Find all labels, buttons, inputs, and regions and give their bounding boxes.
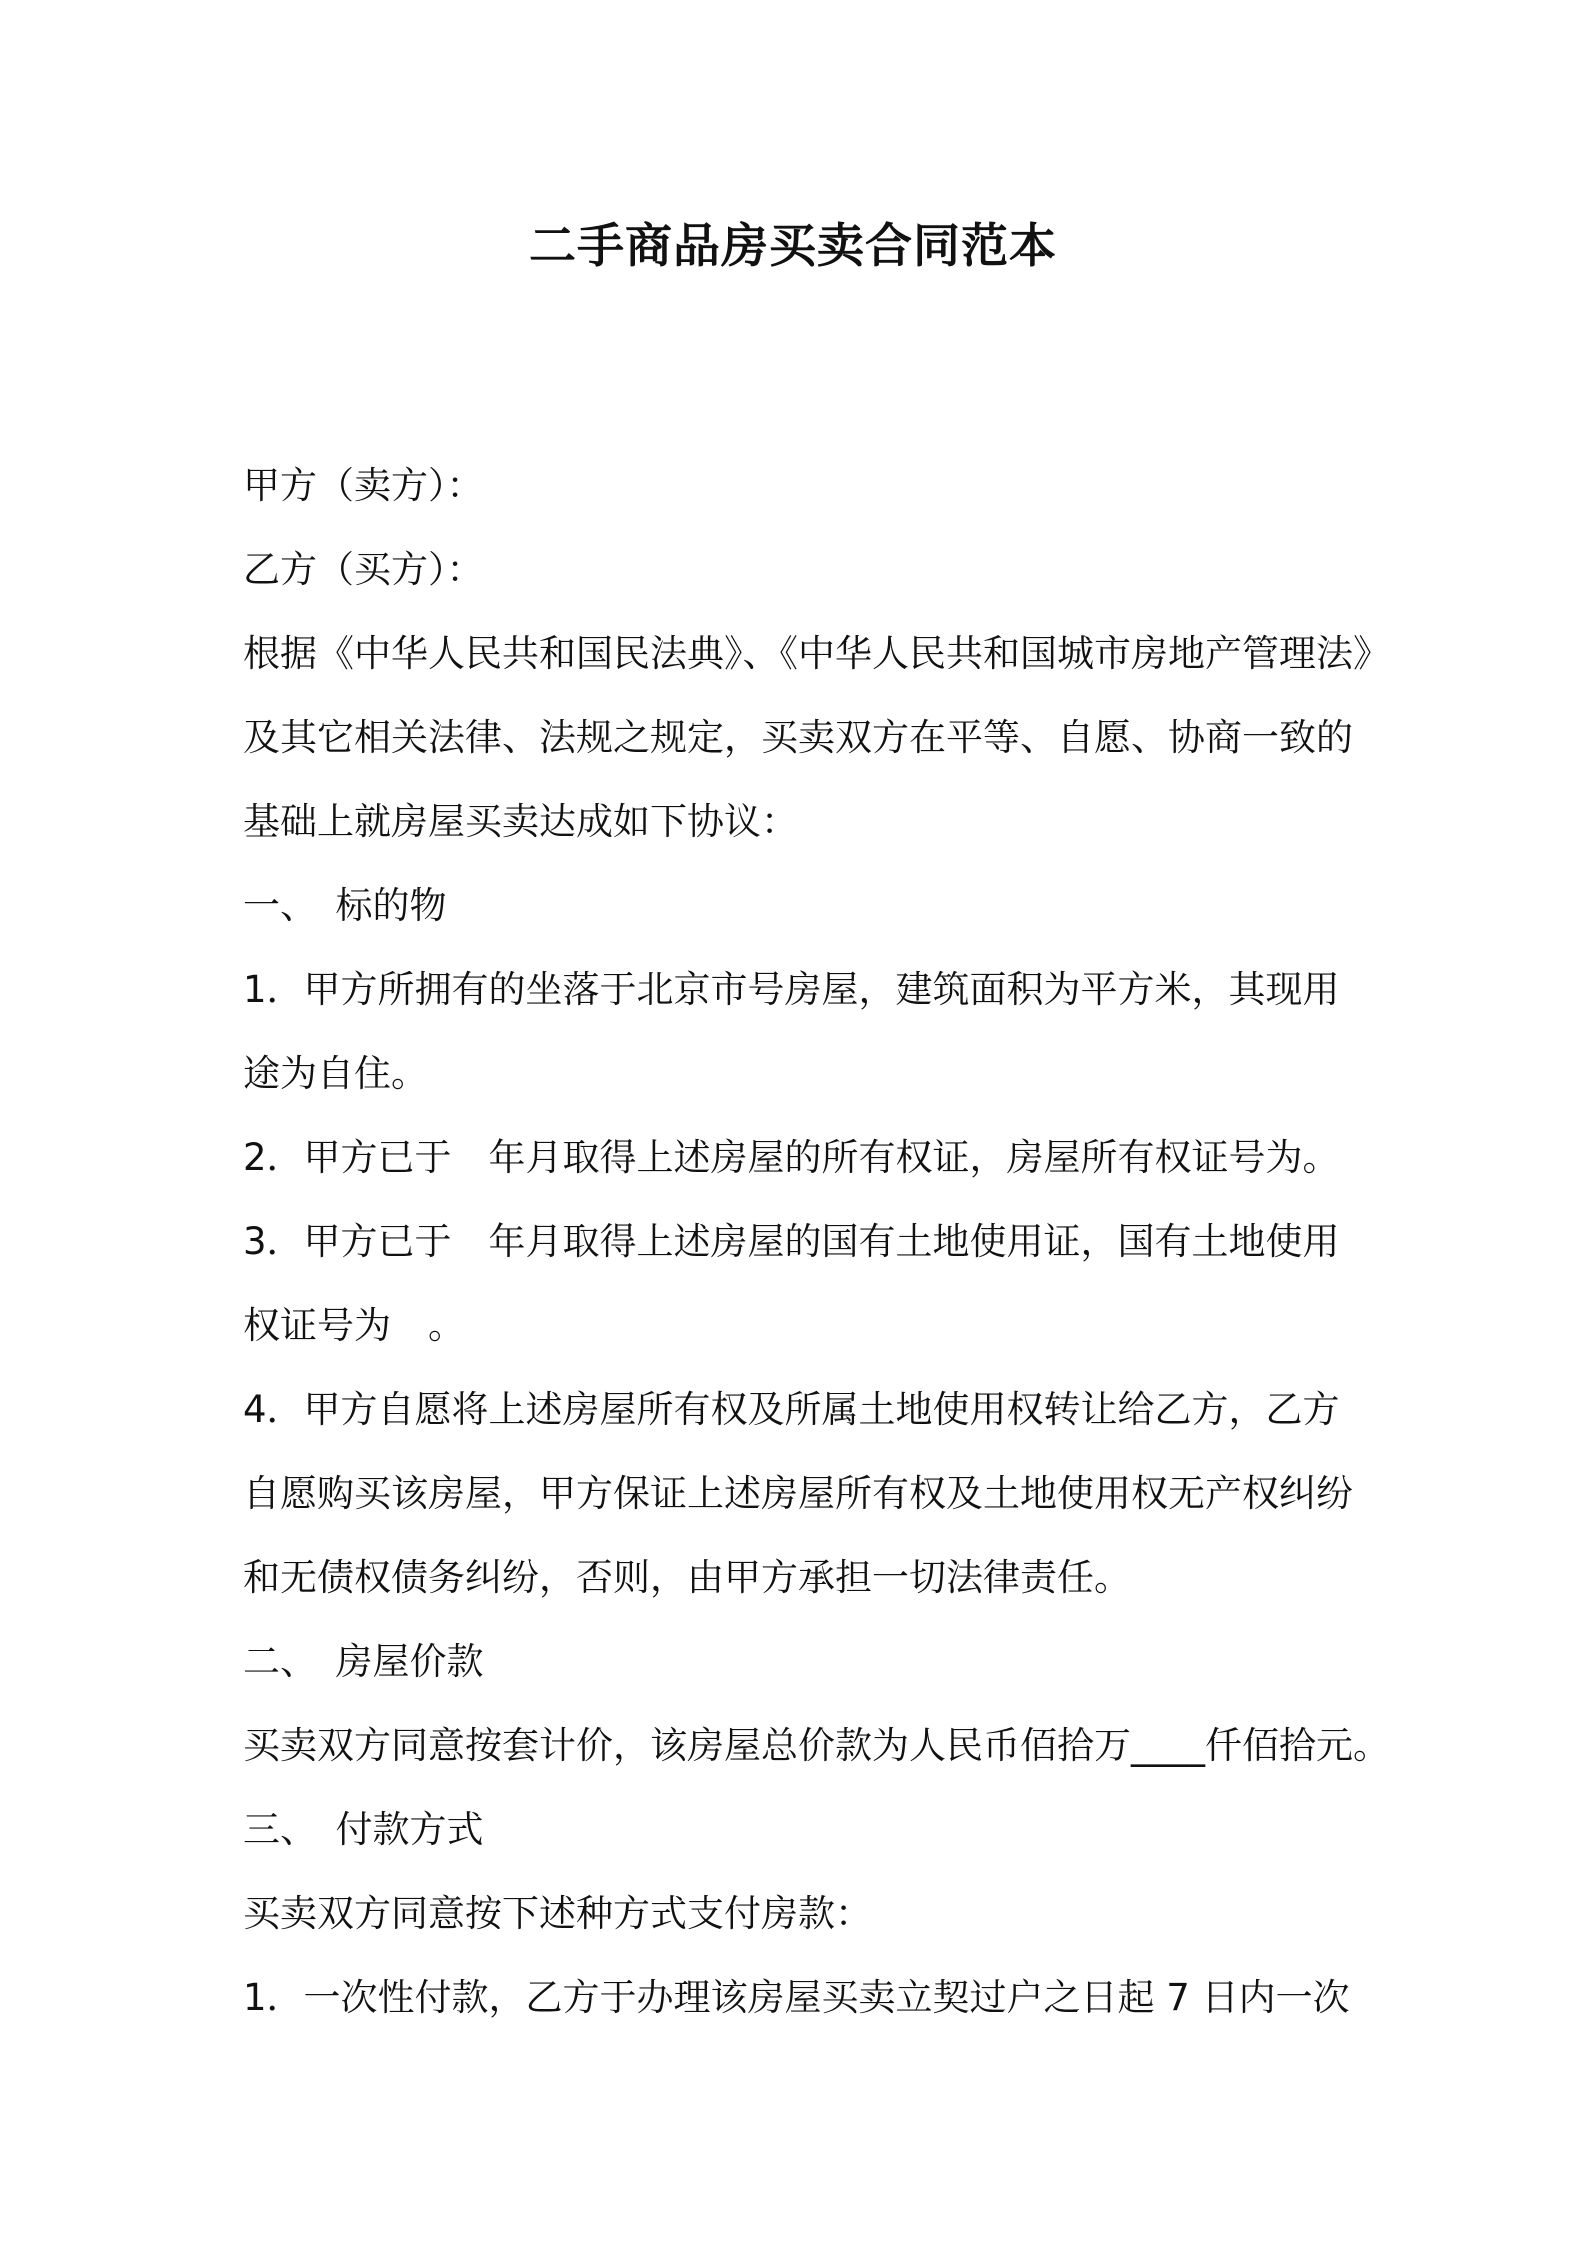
clause-3-line-1: 3．甲方已于 年月取得上述房屋的国有土地使用证，国有土地使用 <box>243 1220 1340 1263</box>
payment-clause-1-line-1: 1．一次性付款，乙方于办理该房屋买卖立契过户之日起 7 日内一次 <box>243 1976 1350 2019</box>
clause-1-line-1: 1．甲方所拥有的坐落于北京市号房屋，建筑面积为平方米，其现用 <box>243 968 1340 1011</box>
price-line: 买卖双方同意按套计价，该房屋总价款为人民币佰拾万____仟佰拾元。 <box>243 1724 1390 1767</box>
section-heading-payment: 三、 付款方式 <box>243 1808 484 1851</box>
clause-4-line-3: 和无债权债务纠纷，否则，由甲方承担一切法律责任。 <box>243 1556 1131 1599</box>
preamble-line-3: 基础上就房屋买卖达成如下协议： <box>243 800 798 843</box>
payment-intro-line: 买卖双方同意按下述种方式支付房款： <box>243 1892 872 1935</box>
seller-party-line: 甲方（卖方）： <box>243 464 484 507</box>
preamble-line-2: 及其它相关法律、法规之规定，买卖双方在平等、自愿、协商一致的 <box>243 716 1353 759</box>
section-heading-subject: 一、 标的物 <box>243 884 447 927</box>
contract-body <box>243 444 1390 2040</box>
clause-1-line-2: 途为自住。 <box>243 1052 428 1095</box>
clause-3-line-2: 权证号为 。 <box>243 1304 465 1347</box>
document-title: 二手商品房买卖合同范本 <box>529 219 1057 274</box>
preamble-line-1: 根据《中华人民共和国民法典》、《中华人民共和国城市房地产管理法》 <box>243 632 1390 675</box>
section-heading-price: 二、 房屋价款 <box>243 1640 484 1683</box>
clause-2-line-1: 2．甲方已于 年月取得上述房屋的所有权证，房屋所有权证号为。 <box>243 1136 1340 1179</box>
buyer-party-line: 乙方（买方）： <box>243 548 484 591</box>
clause-4-line-1: 4．甲方自愿将上述房屋所有权及所属土地使用权转让给乙方，乙方 <box>243 1388 1340 1431</box>
clause-4-line-2: 自愿购买该房屋，甲方保证上述房屋所有权及土地使用权无产权纠纷 <box>243 1472 1353 1515</box>
